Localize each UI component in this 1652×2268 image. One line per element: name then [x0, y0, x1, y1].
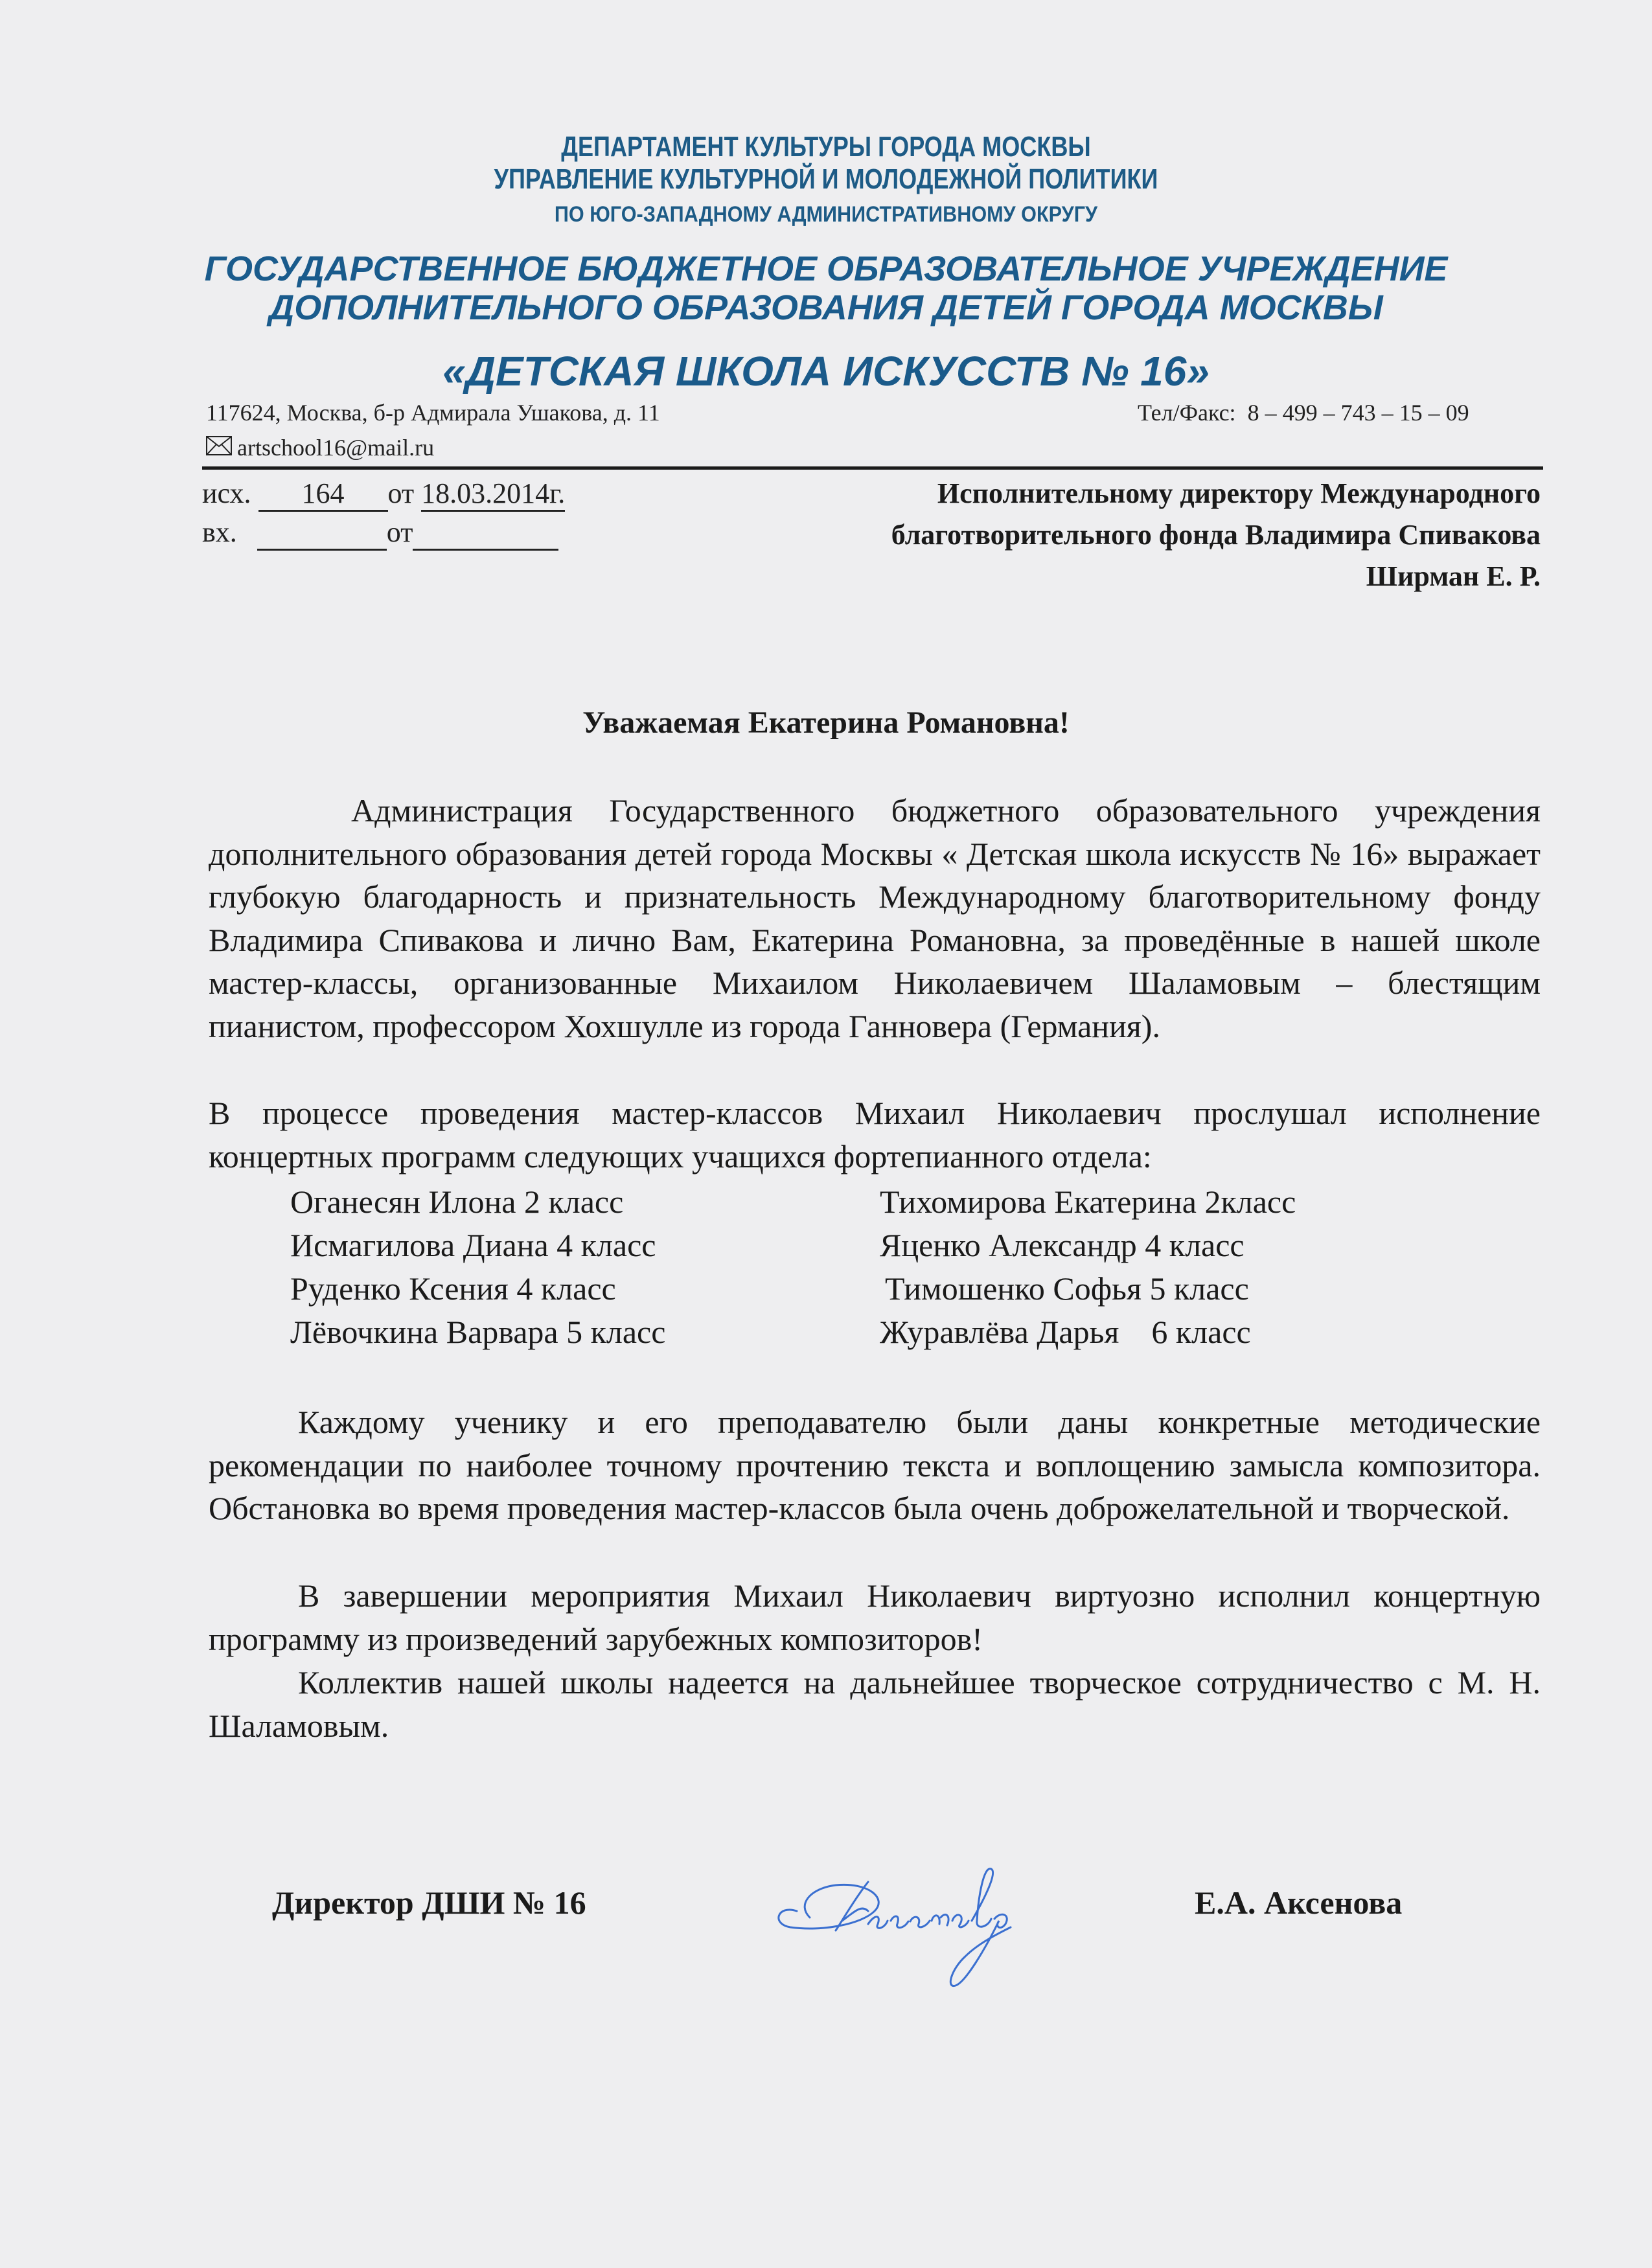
outgoing-label: исх.	[202, 477, 251, 509]
letterhead-divider	[202, 466, 1543, 470]
student-name: Руденко Ксения 4 класс	[290, 1270, 616, 1307]
incoming-from-label: от	[386, 516, 413, 548]
paragraph-2: В процессе проведения мастер-классов Михаил Николаевич прослушал исполнение концертных программ следующих учащихся фортепианного отдела:	[209, 1095, 1541, 1174]
directorate-title: УПРАВЛЕНИЕ КУЛЬТУРНОЙ И МОЛОДЕЖНОЙ ПОЛИТИКИ	[494, 163, 1158, 195]
paragraph-3: Каждому ученику и его преподавателю были даны конкретные методические рекомендации по наиболее точному прочтению текста и воплощению замысла композитора. Обстановка во время проведения мастер-классов была очень доброжелательной и творческой.	[209, 1404, 1541, 1526]
outgoing-registration	[202, 477, 565, 512]
incoming-number	[257, 516, 387, 551]
outgoing-from-label: от	[387, 477, 415, 509]
signatory-position: Директор ДШИ № 16	[272, 1884, 586, 1921]
email-link[interactable]: artschool16@mail.ru	[237, 435, 435, 461]
department-title: ДЕПАРТАМЕНТ КУЛЬТУРЫ ГОРОДА МОСКВЫ	[561, 131, 1091, 163]
incoming-date	[413, 516, 558, 551]
student-row	[290, 1180, 1392, 1224]
student-row	[290, 1311, 1392, 1354]
addressee-line-2: благотворительного фонда Владимира Спивакова	[891, 519, 1541, 551]
student-name: Оганесян Илона 2 класс	[290, 1184, 624, 1220]
student-name: Тимошенко Софья 5 класс	[885, 1270, 1249, 1307]
institution-line-1: ГОСУДАРСТВЕННОЕ БЮДЖЕТНОЕ ОБРАЗОВАТЕЛЬНОЕ УЧРЕЖДЕНИЕ	[204, 249, 1448, 288]
addressee-line-3: Ширман Е. Р.	[1366, 560, 1541, 592]
student-name: Журавлёва Дарья 6 класс	[880, 1314, 1251, 1350]
paragraph-5: Коллектив нашей школы надеется на дальнейшее творческое сотрудничество с М. Н. Шаламовым.	[209, 1664, 1541, 1744]
phone-fax	[1138, 399, 1469, 426]
student-name: Тихомирова Екатерина 2класс	[880, 1184, 1296, 1220]
paragraph-1: Администрация Государственного бюджетного образовательного учреждения дополнительного образования детей города Москвы « Детская школа искусств № 16» выражает глубокую благодарность и признательность Международному благотворительному фонду Владимира Спивакова и лично Вам, Екатерина Романовна, за проведённые в нашей школе мастер-классы, организованные Михаилом Николаевичем Шаламовым – блестящим пианистом, профессором Хохшулле из города Ганновера (Германия).	[209, 792, 1541, 1044]
phone-number: 8 – 499 – 743 – 15 – 09	[1247, 400, 1469, 426]
student-row	[290, 1267, 1392, 1311]
student-name: Лёвочкина Варвара 5 класс	[290, 1314, 666, 1350]
signatory-name: Е.А. Аксенова	[1195, 1884, 1403, 1921]
addressee-line-1: Исполнительному директору Международного	[937, 477, 1541, 509]
outgoing-date: 18.03.2014г.	[421, 477, 565, 512]
addressee-block	[891, 473, 1541, 597]
email-row	[206, 434, 434, 461]
students-list	[290, 1180, 1392, 1354]
salutation: Уважаемая Екатерина Романовна!	[582, 705, 1070, 740]
institution-line-2: ДОПОЛНИТЕЛЬНОГО ОБРАЗОВАНИЯ ДЕТЕЙ ГОРОДА МОСКВЫ	[269, 288, 1383, 327]
school-address: 117624, Москва, б-р Адмирала Ушакова, д. 11	[206, 400, 660, 426]
incoming-registration	[202, 516, 558, 551]
phone-label: Тел/Факс:	[1138, 400, 1236, 426]
paragraph-4: В завершении мероприятия Михаил Николаевич виртуозно исполнил концертную программу из произведений зарубежных композиторов!	[209, 1577, 1541, 1657]
student-name: Исмагилова Диана 4 класс	[290, 1227, 656, 1263]
student-name: Яценко Александр 4 класс	[880, 1227, 1245, 1263]
envelope-icon	[206, 434, 232, 461]
outgoing-number: 164	[258, 477, 388, 512]
school-name: «ДЕТСКАЯ ШКОЛА ИСКУССТВ № 16»	[442, 348, 1210, 395]
student-row	[290, 1224, 1392, 1267]
incoming-label: вх.	[202, 516, 237, 548]
signature-icon	[771, 1859, 1095, 2005]
district-title: ПО ЮГО-ЗАПАДНОМУ АДМИНИСТРАТИВНОМУ ОКРУГУ	[554, 202, 1098, 227]
